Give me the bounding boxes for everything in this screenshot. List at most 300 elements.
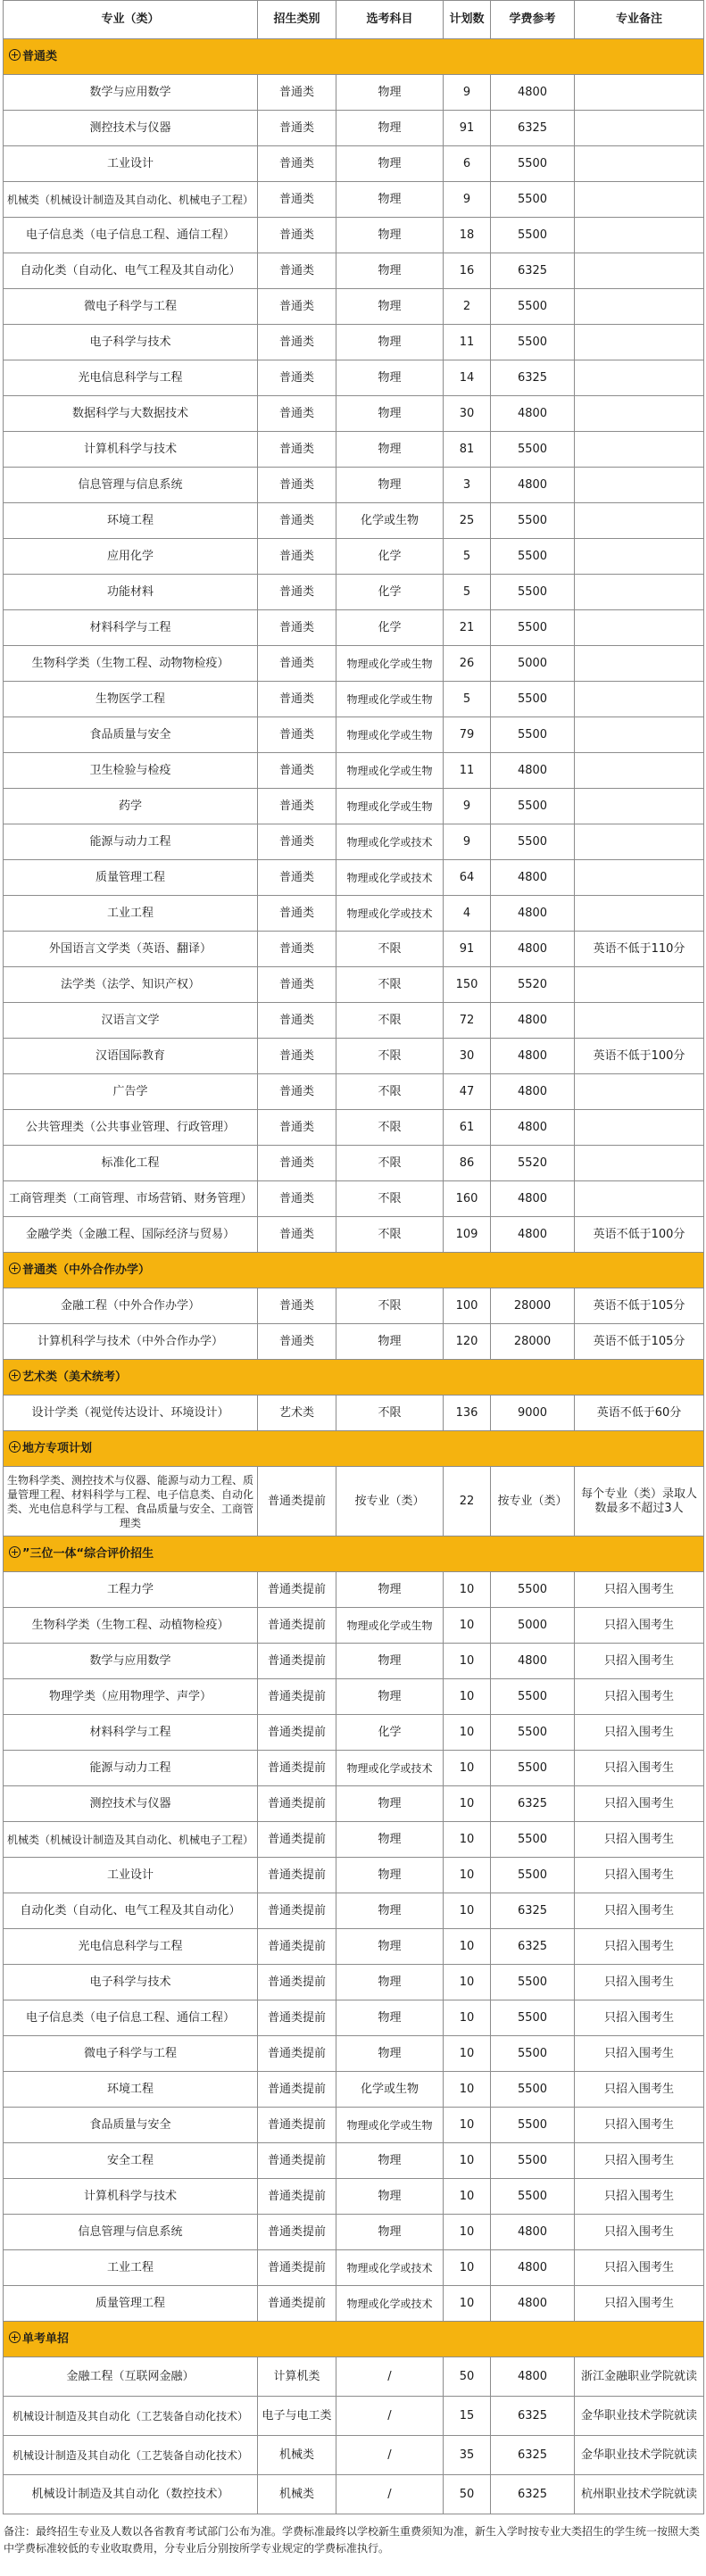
table-row [4,1110,704,1146]
cell-subjects: 物理或化学或生物 [336,753,444,789]
cell-major: 生物科学类、测控技术与仪器、能源与动力工程、质量管理工程、材料科学与工程、电子信息类、自动化类、光电信息科学与工程、食品质量与安全、工商管理类 [4,1467,258,1536]
table-row [4,2397,704,2436]
header-major: 专业（类） [4,1,258,39]
table-row [4,75,704,111]
table-row [4,1074,704,1110]
cell-category: 普通类提前 [258,1608,336,1644]
cell-subjects: 物理或化学或生物 [336,682,444,717]
cell-remark: 只招入围考生 [575,1751,704,1786]
cell-remark: 英语不低于105分 [575,1324,704,1360]
cell-major: 信息管理与信息系统 [4,2215,258,2250]
cell-remark [575,860,704,896]
cell-major: 自动化类（自动化、电气工程及其自动化） [4,1893,258,1929]
cell-category: 普通类 [258,932,336,967]
cell-major: 工商管理类（工商管理、市场营销、财务管理） [4,1181,258,1217]
cell-category: 普通类 [258,539,336,575]
cell-plan: 5 [444,575,491,610]
section-title-label: 艺术类（美术统考） [22,1371,128,1384]
cell-category: 普通类提前 [258,1822,336,1858]
cell-category: 电子与电工类 [258,2397,336,2436]
cell-plan: 120 [444,1324,491,1360]
cell-plan: 22 [444,1467,491,1536]
cell-plan: 9 [444,789,491,824]
cell-subjects: 物理 [336,75,444,111]
cell-fee: 6325 [491,111,575,146]
cell-major: 机械类（机械设计制造及其自动化、机械电子工程） [4,1822,258,1858]
cell-fee: 4800 [491,1181,575,1217]
table-row [4,2250,704,2286]
cell-remark: 英语不低于100分 [575,1039,704,1074]
cell-subjects: 不限 [336,1074,444,1110]
cell-remark [575,360,704,396]
cell-remark [575,432,704,468]
cell-category: 普通类提前 [258,1572,336,1608]
cell-subjects: 物理或化学或技术 [336,824,444,860]
cell-remark [575,682,704,717]
cell-major: 机械设计制造及其自动化（数控技术） [4,2475,258,2514]
cell-remark [575,753,704,789]
cell-major: 金融学类（金融工程、国际经济与贸易） [4,1217,258,1253]
cell-plan: 10 [444,1965,491,2000]
table-row [4,1288,704,1324]
cell-plan: 10 [444,2179,491,2215]
cell-plan: 10 [444,2036,491,2072]
cell-plan: 35 [444,2436,491,2475]
cell-subjects: 物理 [336,1822,444,1858]
cell-plan: 4 [444,896,491,932]
cell-major: 电子信息类（电子信息工程、通信工程） [4,2000,258,2036]
table-row [4,289,704,325]
cell-subjects: 物理 [336,1893,444,1929]
cell-fee: 5500 [491,1822,575,1858]
cell-remark: 只招入围考生 [575,1929,704,1965]
table-row [4,789,704,824]
cell-fee: 5000 [491,1608,575,1644]
cell-major: 微电子科学与工程 [4,2036,258,2072]
cell-subjects: 物理 [336,468,444,503]
cell-category: 普通类 [258,218,336,253]
cell-fee: 4800 [491,860,575,896]
cell-category: 普通类 [258,610,336,646]
cell-fee: 5500 [491,2108,575,2143]
cell-fee: 5500 [491,146,575,182]
cell-remark [575,396,704,432]
section-header-row [4,2322,704,2357]
cell-category: 普通类提前 [258,1965,336,2000]
cell-category: 普通类 [258,824,336,860]
cell-subjects: 物理或化学或生物 [336,1608,444,1644]
table-row [4,682,704,717]
cell-category: 普通类提前 [258,2250,336,2286]
cell-major: 药学 [4,789,258,824]
cell-remark: 只招入围考生 [575,1822,704,1858]
cell-major: 电子信息类（电子信息工程、通信工程） [4,218,258,253]
cell-subjects: 物理或化学或生物 [336,717,444,753]
cell-remark [575,610,704,646]
table-row [4,1893,704,1929]
cell-major: 公共管理类（公共事业管理、行政管理） [4,1110,258,1146]
cell-major: 机械类（机械设计制造及其自动化、机械电子工程） [4,182,258,218]
cell-subjects: 不限 [336,1146,444,1181]
cell-remark [575,1110,704,1146]
cell-fee: 4800 [491,1039,575,1074]
section-title [4,1253,704,1288]
cell-fee: 5500 [491,218,575,253]
cell-fee: 5500 [491,2179,575,2215]
cell-plan: 10 [444,1751,491,1786]
cell-remark: 只招入围考生 [575,2286,704,2322]
cell-major: 广告学 [4,1074,258,1110]
cell-remark: 只招入围考生 [575,2000,704,2036]
cell-category: 普通类 [258,360,336,396]
cell-major: 计算机科学与技术 [4,2179,258,2215]
cell-category: 机械类 [258,2475,336,2514]
cell-category: 普通类提前 [258,1679,336,1715]
table-row [4,111,704,146]
cell-category: 普通类提前 [258,2072,336,2108]
cell-fee: 28000 [491,1324,575,1360]
cell-subjects: / [336,2357,444,2397]
cell-subjects: 物理 [336,396,444,432]
cell-subjects: 物理或化学或技术 [336,896,444,932]
cell-fee: 5500 [491,2072,575,2108]
table-row [4,1467,704,1536]
table-row [4,2286,704,2322]
cell-major: 机械设计制造及其自动化（工艺装备自动化技术） [4,2397,258,2436]
circle-plus-icon [9,1263,21,1274]
cell-fee: 4800 [491,753,575,789]
cell-fee: 5500 [491,575,575,610]
cell-major: 能源与动力工程 [4,824,258,860]
cell-subjects: 物理或化学或生物 [336,2108,444,2143]
section-header-row [4,1360,704,1396]
cell-remark: 只招入围考生 [575,2250,704,2286]
cell-fee: 5500 [491,610,575,646]
table-row [4,360,704,396]
cell-category: 普通类 [258,111,336,146]
cell-plan: 50 [444,2357,491,2397]
cell-subjects: 物理 [336,111,444,146]
cell-subjects: 不限 [336,1181,444,1217]
cell-plan: 10 [444,2286,491,2322]
cell-plan: 10 [444,2215,491,2250]
cell-category: 普通类提前 [258,2036,336,2072]
cell-major: 数学与应用数学 [4,1644,258,1679]
cell-category: 普通类 [258,1146,336,1181]
cell-remark [575,646,704,682]
cell-fee: 4800 [491,932,575,967]
cell-major: 应用化学 [4,539,258,575]
cell-remark [575,789,704,824]
cell-plan: 11 [444,753,491,789]
cell-category: 普通类 [258,1110,336,1146]
cell-category: 普通类提前 [258,2215,336,2250]
cell-major: 计算机科学与技术（中外合作办学） [4,1324,258,1360]
cell-category: 普通类 [258,575,336,610]
cell-major: 卫生检验与检疫 [4,753,258,789]
cell-major: 光电信息科学与工程 [4,1929,258,1965]
cell-subjects: 物理 [336,253,444,289]
table-row [4,753,704,789]
cell-major: 工业工程 [4,896,258,932]
cell-remark: 英语不低于105分 [575,1288,704,1324]
cell-category: 计算机类 [258,2357,336,2397]
cell-fee: 4800 [491,2357,575,2397]
cell-plan: 150 [444,967,491,1003]
cell-fee: 4800 [491,1644,575,1679]
table-row [4,468,704,503]
cell-major: 数据科学与大数据技术 [4,396,258,432]
cell-fee: 6325 [491,2436,575,2475]
section-header-row [4,39,704,75]
cell-fee: 5500 [491,824,575,860]
cell-remark: 只招入围考生 [575,1679,704,1715]
cell-plan: 10 [444,1893,491,1929]
cell-category: 机械类 [258,2436,336,2475]
cell-fee: 5500 [491,1965,575,2000]
cell-remark: 只招入围考生 [575,1858,704,1893]
table-row [4,1929,704,1965]
header-category: 招生类别 [258,1,336,39]
section-title-label: 单考单招 [22,2332,70,2346]
cell-subjects: 化学或生物 [336,2072,444,2108]
cell-fee: 28000 [491,1288,575,1324]
cell-remark: 只招入围考生 [575,1644,704,1679]
cell-fee: 4800 [491,1003,575,1039]
cell-major: 电子科学与技术 [4,325,258,360]
table-row [4,610,704,646]
cell-fee: 6325 [491,2397,575,2436]
cell-category: 普通类 [258,1217,336,1253]
cell-remark [575,717,704,753]
cell-remark: 只招入围考生 [575,1715,704,1751]
circle-plus-icon [9,1441,21,1453]
cell-category: 普通类提前 [258,2108,336,2143]
cell-category: 普通类 [258,1074,336,1110]
circle-plus-icon [9,1546,21,1558]
cell-major: 生物科学类（生物工程、动物物检疫） [4,646,258,682]
cell-plan: 2 [444,289,491,325]
section-title [4,1360,704,1396]
table-row [4,1679,704,1715]
section-header-row [4,1431,704,1467]
cell-major: 食品质量与安全 [4,717,258,753]
cell-subjects: 化学 [336,539,444,575]
cell-fee: 4800 [491,75,575,111]
cell-plan: 21 [444,610,491,646]
cell-plan: 18 [444,218,491,253]
cell-plan: 9 [444,182,491,218]
table-row [4,932,704,967]
table-row [4,539,704,575]
table-row [4,2357,704,2397]
cell-plan: 10 [444,2000,491,2036]
table-row [4,1181,704,1217]
cell-plan: 5 [444,539,491,575]
table-row [4,182,704,218]
cell-subjects: 物理或化学或技术 [336,2250,444,2286]
cell-plan: 9 [444,824,491,860]
cell-fee: 4800 [491,2215,575,2250]
cell-subjects: 不限 [336,1217,444,1253]
cell-fee: 5000 [491,646,575,682]
cell-major: 测控技术与仪器 [4,1786,258,1822]
cell-subjects: 物理或化学或生物 [336,789,444,824]
cell-subjects: 化学或生物 [336,503,444,539]
cell-subjects: 物理 [336,146,444,182]
cell-fee: 4800 [491,468,575,503]
table-row [4,2072,704,2108]
cell-major: 信息管理与信息系统 [4,468,258,503]
cell-remark: 英语不低于100分 [575,1217,704,1253]
cell-plan: 10 [444,1929,491,1965]
cell-fee: 6325 [491,253,575,289]
cell-plan: 5 [444,682,491,717]
cell-fee: 5500 [491,717,575,753]
cell-remark: 只招入围考生 [575,2108,704,2143]
cell-plan: 109 [444,1217,491,1253]
cell-plan: 91 [444,111,491,146]
table-row [4,218,704,253]
cell-fee: 5500 [491,182,575,218]
cell-subjects: 化学 [336,1715,444,1751]
cell-remark [575,575,704,610]
cell-category: 普通类提前 [258,2000,336,2036]
cell-remark: 杭州职业技术学院就读 [575,2475,704,2514]
table-row [4,2036,704,2072]
cell-remark [575,967,704,1003]
table-row [4,1822,704,1858]
table-header-row [4,1,704,39]
cell-subjects: 物理 [336,1786,444,1822]
cell-plan: 100 [444,1288,491,1324]
section-title [4,1536,704,1572]
cell-fee: 4800 [491,896,575,932]
cell-major: 质量管理工程 [4,860,258,896]
section-title-label: 地方专项计划 [22,1442,93,1455]
cell-remark: 只招入围考生 [575,2036,704,2072]
cell-remark [575,1181,704,1217]
cell-plan: 50 [444,2475,491,2514]
table-row [4,253,704,289]
cell-major: 数学与应用数学 [4,75,258,111]
cell-major: 工程力学 [4,1572,258,1608]
cell-subjects: / [336,2475,444,2514]
cell-plan: 64 [444,860,491,896]
cell-subjects: 物理 [336,1929,444,1965]
cell-subjects: 物理 [336,2036,444,2072]
cell-subjects: 物理 [336,2179,444,2215]
cell-plan: 10 [444,2250,491,2286]
cell-subjects: 物理 [336,432,444,468]
cell-fee: 5520 [491,1146,575,1181]
table-row [4,2215,704,2250]
table-row [4,2475,704,2514]
cell-category: 普通类 [258,396,336,432]
header-plan: 计划数 [444,1,491,39]
cell-major: 自动化类（自动化、电气工程及其自动化） [4,253,258,289]
table-row [4,967,704,1003]
cell-fee: 5500 [491,2143,575,2179]
cell-fee: 4800 [491,2250,575,2286]
cell-major: 环境工程 [4,503,258,539]
cell-fee: 6325 [491,1786,575,1822]
cell-fee: 5500 [491,325,575,360]
cell-plan: 10 [444,1679,491,1715]
cell-fee: 4800 [491,1110,575,1146]
table-row [4,1396,704,1431]
cell-remark [575,1074,704,1110]
header-remark: 专业备注 [575,1,704,39]
section-title-label: ”三位一体“综合评价招生 [22,1547,154,1561]
cell-plan: 10 [444,1715,491,1751]
cell-remark [575,111,704,146]
cell-category: 普通类提前 [258,1715,336,1751]
cell-plan: 47 [444,1074,491,1110]
footnote: 备注：最终招生专业及人数以各省教育考试部门公布为准。学费标准最终以学校新生重费须知为准，新生入学时按专业大类招生的学生统一按照大类中学费标准较低的专业收取费用，分专业后分别按所学专业规定的学费标准执行。 [4,2525,701,2555]
table-row [4,1858,704,1893]
cell-remark [575,75,704,111]
cell-major: 金融工程（中外合作办学） [4,1288,258,1324]
cell-remark [575,1003,704,1039]
cell-major: 机械设计制造及其自动化（工艺装备自动化技术） [4,2436,258,2475]
header-fee: 学费参考 [491,1,575,39]
cell-category: 普通类提前 [258,1786,336,1822]
cell-remark [575,182,704,218]
cell-subjects: 物理或化学或技术 [336,860,444,896]
table-row [4,1715,704,1751]
cell-subjects: 物理 [336,1965,444,2000]
cell-remark: 只招入围考生 [575,1608,704,1644]
cell-category: 普通类提前 [258,1893,336,1929]
cell-category: 普通类 [258,468,336,503]
cell-category: 普通类提前 [258,1751,336,1786]
cell-category: 普通类 [258,325,336,360]
cell-major: 物理学类（应用物理学、声学） [4,1679,258,1715]
cell-plan: 26 [444,646,491,682]
cell-category: 普通类提前 [258,2286,336,2322]
cell-category: 普通类 [258,789,336,824]
cell-remark [575,253,704,289]
cell-fee: 5500 [491,1679,575,1715]
cell-remark: 只招入围考生 [575,1893,704,1929]
table-row [4,432,704,468]
cell-plan: 16 [444,253,491,289]
table-row [4,1217,704,1253]
cell-major: 电子科学与技术 [4,1965,258,2000]
cell-subjects: 物理或化学或生物 [336,646,444,682]
cell-fee: 5500 [491,539,575,575]
cell-major: 汉语国际教育 [4,1039,258,1074]
cell-plan: 10 [444,2108,491,2143]
cell-remark [575,289,704,325]
cell-major: 微电子科学与工程 [4,289,258,325]
cell-subjects: 物理 [336,325,444,360]
cell-plan: 6 [444,146,491,182]
table-row [4,2143,704,2179]
cell-category: 普通类 [258,860,336,896]
cell-fee: 5500 [491,1715,575,1751]
cell-major: 食品质量与安全 [4,2108,258,2143]
cell-plan: 10 [444,1858,491,1893]
table-row [4,646,704,682]
cell-plan: 15 [444,2397,491,2436]
cell-major: 工业设计 [4,1858,258,1893]
cell-major: 测控技术与仪器 [4,111,258,146]
cell-plan: 10 [444,2072,491,2108]
cell-fee: 6325 [491,2475,575,2514]
cell-major: 生物医学工程 [4,682,258,717]
